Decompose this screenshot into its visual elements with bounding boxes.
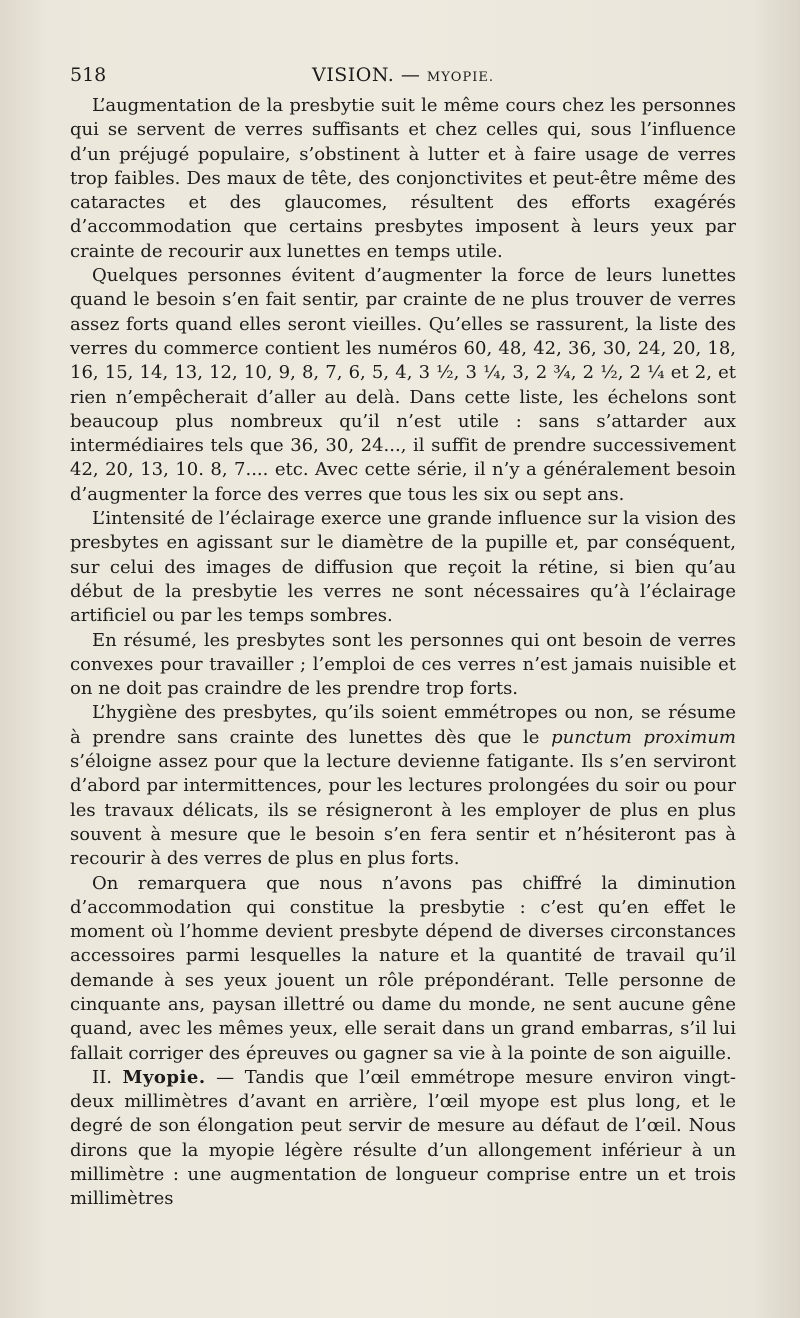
section-number: II. [92, 1066, 112, 1088]
section-title-myopie: Myopie. [122, 1066, 206, 1088]
paragraph-myopia [70, 1066, 736, 1212]
paragraph-lens-numbers: Quelques personnes évitent d’augmenter la force de leurs lunettes quand le besoin s’en fait sentir, par crainte de ne plus trouver de verres assez forts quand elles seront vieilles. Qu’elles se rassurent, la liste des verres du commerce contient les numéros 60, 48, 42, 36, 30, 24, 20, 18, 16, 15, 14, 13, 12, 10, 9, 8, 7, 6, 5, 4, 3 ½, 3 ¼, 3, 2 ¾, 2 ½, 2 ¼ et 2, et rien n’empêcherait d’aller au delà. Dans cette liste, les échelons sont beaucoup plus nombreux qu’il n’est utile : sans s’attarder aux intermédiaires tels que 36, 30, 24..., il suffit de prendre successivement 42, 20, 13, 10. 8, 7.... etc. Avec cette série, il n’y a généralement besoin d’augmenter la force des verres que tous les six ou sept ans. [70, 265, 736, 505]
page-header [70, 58, 736, 94]
hygiene-text-before: L’hygiène des presbytes, qu’ils soient emmétropes ou non, se résume à prendre sans crainte des lunettes dès que le [70, 702, 736, 748]
body-text [70, 94, 736, 1212]
paragraph-summary: En résumé, les presbytes sont les personnes qui ont besoin de verres convexes pour travailler ; l’emploi de ces verres n’est jamais nuisible et on ne doit pas craindre de les prendre trop forts. [70, 629, 736, 700]
paragraph-lighting: L’intensité de l’éclairage exerce une grande influence sur la vision des presbytes en agissant sur le diamètre de la pupille et, par conséquent, sur celui des images de diffusion que reçoit la rétine, si bien qu’au début de la presbytie les verres ne sont nécessaires qu’à l’éclairage artificiel ou par les temps sombres. [70, 508, 736, 627]
running-head [70, 64, 736, 86]
page-number: 518 [70, 64, 107, 86]
hygiene-text-after: s’éloigne assez pour que la lecture devienne fatigante. Ils s’en serviront d’abord par intermittences, pour les lectures prolongées du soir ou pour les travaux délicats, ils se résigneront à les employer de plus en plus souvent à mesure que le besoin s’en fera sentir et n’hésiteront pas à recourir à des verres de plus en plus forts. [70, 751, 736, 870]
running-subtitle: MYOPIE. [426, 70, 494, 85]
running-title: VISION. — [312, 64, 427, 86]
paragraph-accommodation: On remarquera que nous n’avons pas chiffré la diminution d’accommodation qui constitue la presbytie : c’est qu’en effet le moment où l’homme devient presbyte dépend de diverses circonstances accessoires parmi lesquelles la nature et la quantité de travail qu’il demande à ses yeux jouent un rôle prépondérant. Telle personne de cinquante ans, paysan illettré ou dame du monde, ne sent aucune gêne quand, avec les mêmes yeux, elle serait dans un grand embarras, s’il lui fallait corriger des épreuves ou gagner sa vie à la pointe de son aiguille. [70, 872, 736, 1064]
punctum-proximum-term: punctum proximum [551, 726, 737, 748]
myopia-text: — Tandis que l’œil emmétrope mesure environ vingt-deux millimètres d’avant en arrière, l’œil myope est plus long, et le degré de son élongation peut servir de mesure au défaut de l’œil. Nous dirons que la myopie légère résulte d’un allongement inférieur à un millimètre : une augmentation de longueur comprise entre un et trois millimètres [70, 1066, 736, 1210]
paragraph-presbyopia-progression: L’augmentation de la presbytie suit le même cours chez les personnes qui se servent de verres suffisants et chez celles qui, sous l’influence d’un préjugé populaire, s’obstinent à lutter et à faire usage de verres trop faibles. Des maux de tête, des conjonctivites et peut-être même des cataractes et des glaucomes, résultent des efforts exagérés d’accommodation que certains presbytes imposent à leurs yeux par crainte de recourir aux lunettes en temps utile. [70, 95, 736, 262]
paragraph-hygiene [70, 701, 736, 871]
